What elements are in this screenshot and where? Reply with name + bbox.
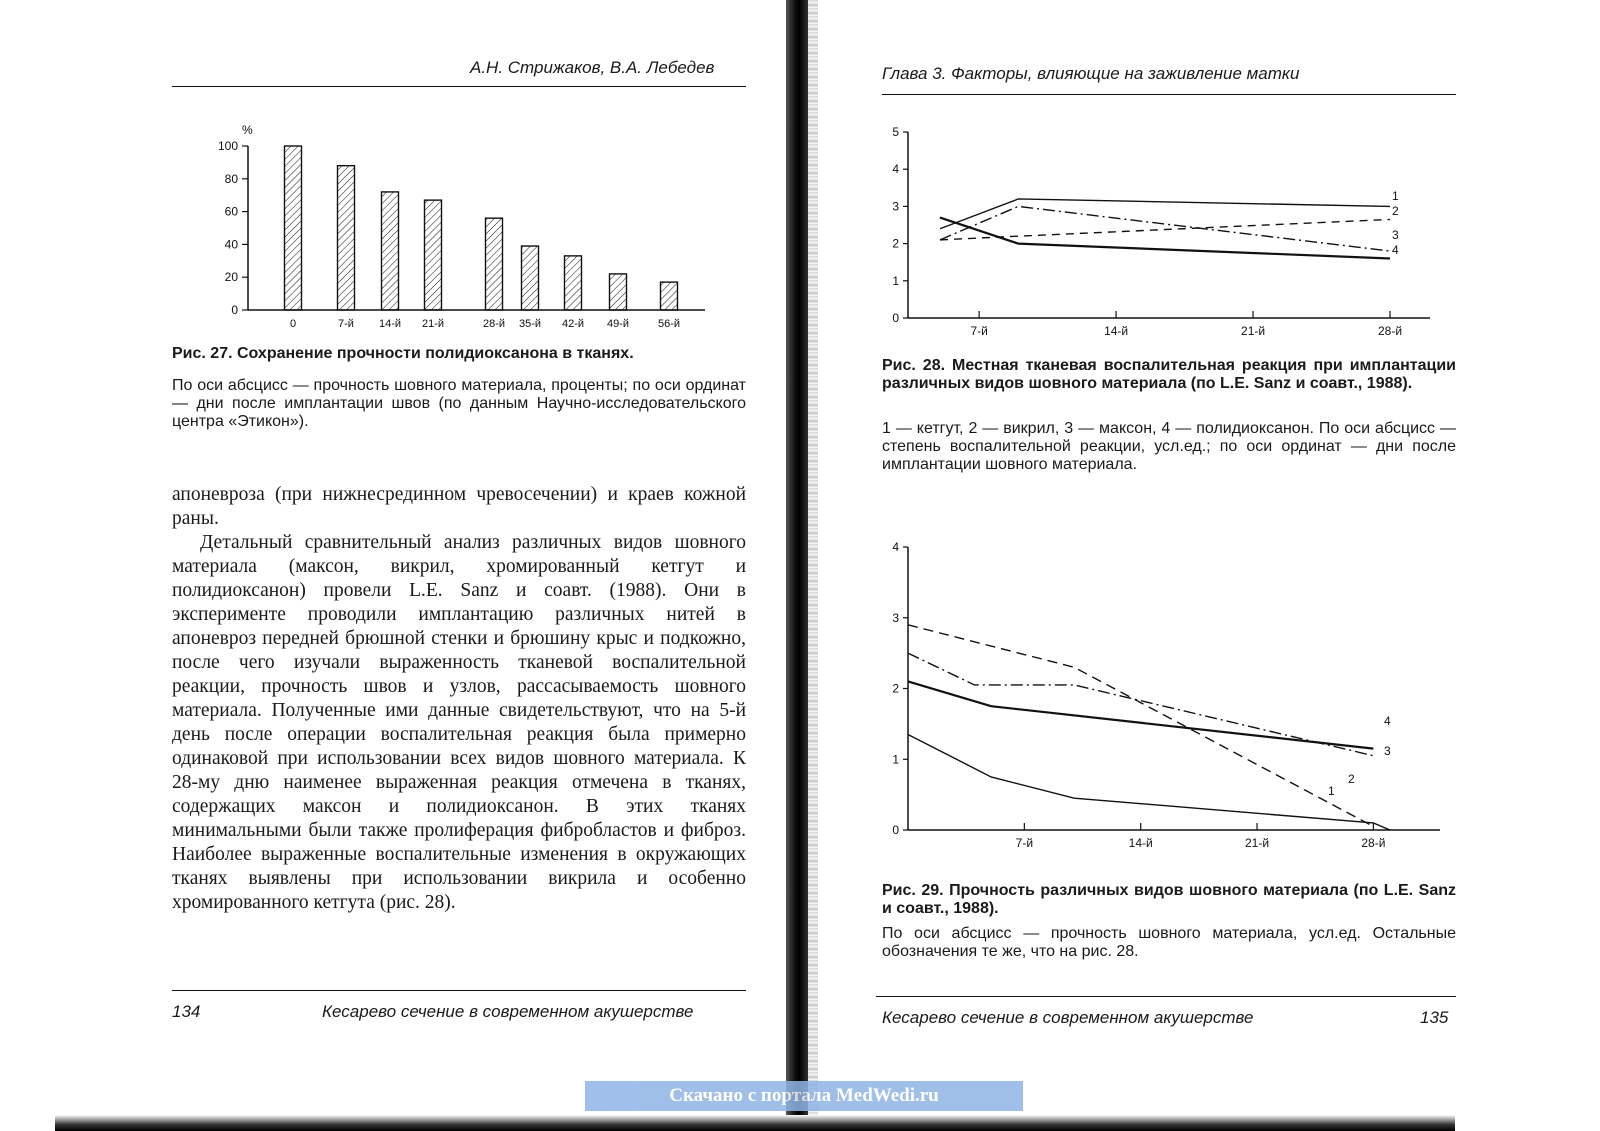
series-line-4: [908, 681, 1373, 748]
left-running-header: А.Н. Стрижаков, В.А. Лебедев: [470, 58, 715, 77]
y-tick-label: 60: [224, 204, 238, 219]
y-tick-label: 40: [224, 237, 238, 252]
y-tick-label: 2: [892, 236, 899, 251]
book-spine-shadow: [786, 0, 808, 1131]
left-footer-title: Кесарево сечение в современном акушерстве: [322, 1002, 694, 1021]
series-line-3: [940, 206, 1390, 251]
x-tick-label: 14-й: [1128, 836, 1153, 850]
x-tick-label: 0: [289, 318, 297, 330]
y-tick-label: 5: [892, 125, 899, 139]
bar: [661, 282, 678, 310]
figure-29-title: Рис. 29. Прочность различных видов шовного материала (по L.E. Sanz и соавт., 1988).: [882, 882, 1456, 917]
bar: [522, 246, 539, 310]
series-label: 1: [1392, 189, 1399, 203]
x-tick-label: 21-й: [1245, 836, 1270, 850]
figure-29-chart: [880, 535, 1460, 860]
left-header-rule: [172, 86, 746, 87]
figure-29-caption: По оси абсцисс — прочность шовного материала, усл.ед. Остальные обозначения те же, что на рис. 28.: [882, 925, 1456, 960]
body-paragraph: апоневроза (при нижнесрединном чревосечении) и краев кожной раны.: [172, 484, 746, 529]
x-tick-label: 7-й: [338, 318, 354, 330]
figure-27-title: Рис. 27. Сохранение прочности полидиоксанона в тканях.: [172, 345, 634, 362]
bar: [382, 192, 399, 310]
x-tick-label: 28-й: [1361, 836, 1386, 850]
series-label: 3: [1384, 744, 1391, 758]
page-edge: [808, 0, 818, 1131]
x-tick-label: 28-й: [482, 318, 506, 330]
left-body-text: [172, 483, 746, 915]
figure-28-caption: 1 — кетгут, 2 — викрил, 3 — максон, 4 — полидиоксанон. По оси абсцисс — степень воспалительной реакции, усл.ед.; по оси ординат — дни после имплантации шовного материала.: [882, 420, 1456, 473]
x-tick-label: 7-й: [1015, 836, 1034, 850]
bar: [285, 146, 302, 310]
body-paragraph: Детальный сравнительный анализ различных видов шовного материала (максон, викрил, хромированный кетгут и полидиоксанон) провели L.E. Sanz и соавт. (1988). Они в эксперименте проводили имплантацию различных нитей в апоневроз передней брюшной стенки и брюшину крыс и подкожно, после чего изучали выраженность тканевой воспалительной реакции, прочность швов и узлов, рассасываемость шовного материала. Полученные ими данные свидетельствуют, что на 5-й день после операции воспалительная реакция была примерно одинаковой при использовании всех видов шовного материала. К 28-му дню наименее выраженная реакция отмечена в тканях, содержащих максон и полидиоксанон. В этих тканях минимальными были также пролиферация фибробластов и фиброз. Наиболее выраженные воспалительные изменения в окружающих тканях выявлены при использовании викрила и особенно хромированного кетгута (рис. 28).: [172, 532, 746, 913]
bar: [610, 274, 627, 310]
y-tick-label: 1: [892, 273, 899, 288]
y-tick-label: 20: [224, 270, 238, 285]
figure-28-title: Рис. 28. Местная тканевая воспалительная реакция при имплантации различных видов шовного материала (по L.E. Sanz и соавт., 1988).: [882, 357, 1456, 392]
bar: [425, 200, 442, 310]
y-tick-label: 1: [892, 752, 899, 767]
series-label: 3: [1392, 228, 1399, 242]
y-tick-label: 4: [892, 162, 899, 177]
left-footer-rule: [172, 990, 746, 991]
series-line-2: [908, 625, 1373, 827]
left-page-number: 134: [172, 1002, 201, 1021]
y-tick-label: 80: [224, 171, 238, 186]
x-tick-label: 14-й: [378, 318, 402, 330]
x-tick-label: 28-й: [1377, 324, 1403, 338]
right-page-number: 135: [1420, 1008, 1449, 1027]
x-tick-label: 35-й: [518, 318, 542, 330]
y-tick-label: 0: [892, 311, 899, 325]
series-label: 4: [1392, 243, 1399, 257]
right-footer-rule: [876, 996, 1456, 997]
series-label: 1: [1328, 784, 1335, 798]
y-tick-label: 2: [892, 681, 899, 696]
bar: [486, 218, 503, 310]
figure-27-caption: По оси абсцисс — прочность шовного материала, проценты; по оси ординат — дни после имплантации швов (по данным Научно-исследовательского центра «Этикон»).: [172, 377, 746, 430]
series-line-1: [908, 734, 1390, 830]
x-tick-label: 21-й: [421, 318, 445, 330]
y-tick-label: 0: [892, 823, 899, 837]
series-label: 2: [1348, 772, 1355, 786]
y-tick-label: 0: [231, 303, 238, 317]
series-line-1: [940, 199, 1390, 229]
x-tick-label: 7-й: [970, 324, 988, 338]
x-tick-label: 42-й: [561, 318, 585, 330]
bar: [338, 166, 355, 310]
x-tick-label: 21-й: [1241, 324, 1266, 338]
bar: [565, 256, 582, 310]
right-running-header: Глава 3. Факторы, влияющие на заживление матки: [882, 64, 1300, 83]
watermark-banner: Скачано с портала MedWedi.ru: [585, 1081, 1023, 1111]
x-tick-label: 49-й: [606, 318, 630, 330]
y-unit-label: %: [242, 123, 253, 137]
y-tick-label: 3: [892, 610, 899, 625]
series-label: 2: [1392, 204, 1399, 218]
series-label: 4: [1384, 714, 1391, 728]
series-line-2: [940, 219, 1390, 239]
bottom-shadow: [55, 1115, 1455, 1131]
right-footer-title: Кесарево сечение в современном акушерстве: [882, 1008, 1254, 1027]
y-tick-label: 4: [892, 540, 899, 554]
right-header-rule: [882, 94, 1456, 95]
figure-28-chart: [880, 120, 1460, 345]
y-tick-label: 3: [892, 199, 899, 214]
series-line-4: [940, 218, 1390, 259]
figure-27-chart: [160, 100, 760, 340]
y-tick-label: 100: [217, 139, 238, 153]
x-tick-label: 14-й: [1104, 324, 1129, 338]
x-tick-label: 56-й: [657, 318, 681, 330]
